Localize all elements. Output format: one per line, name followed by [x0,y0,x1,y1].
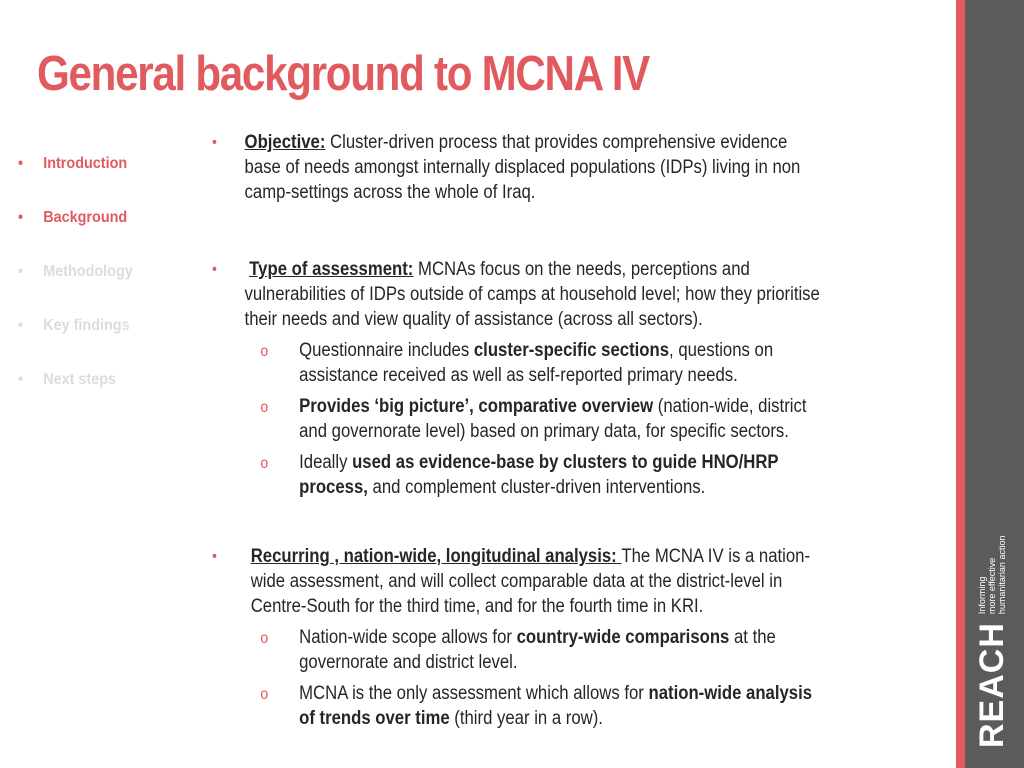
reach-logo [975,536,1009,748]
tagline-line: Informing [977,576,987,615]
nav-label: Methodology [43,263,133,280]
page-title: General background to MCNA IV [37,47,649,101]
sub-emphasis: used as evidence-base by clusters to guide HNO/HRP process, [299,452,779,498]
sub-text: (third year in a row). [449,708,603,729]
sub-bullet [260,394,828,444]
nav-label: Next steps [43,371,117,388]
sub-bullet-mark: o [260,686,269,703]
reach-tagline [977,536,1009,615]
sub-text: Questionnaire includes [299,340,474,361]
sub-text: MCNA is the only assessment which allows for [299,683,649,704]
nav-item-background[interactable] [18,209,133,263]
objective-label: Objective: [244,132,326,153]
sub-bullet [260,450,828,500]
bullet-mark: • [212,134,217,151]
nav-item-methodology[interactable] [18,263,133,317]
sub-bullet-mark: o [260,455,269,472]
sub-text: at the governorate and district level. [299,627,776,673]
sub-emphasis: cluster-specific sections [473,340,670,361]
nav-label: Background [43,209,128,226]
assessment-type-label: Type of assessment: [249,259,414,280]
bullet-text [245,257,828,332]
assessment-type-text: MCNAs focus on the needs, perceptions and vulnerabilities of IDPs outside of camps at household level; how they prioritise their needs and view quality of assistance (across all sectors). [244,259,820,330]
nav-bullet: • [18,155,24,172]
recurring-analysis-bullet [212,544,828,731]
sub-bullet [260,338,828,388]
sub-text: and complement cluster-driven interventions. [367,477,706,498]
objective-text: Cluster-driven process that provides comprehensive evidence base of needs amongst internally displaced populations (IDPs) living in non camp-settings across the whole of Iraq. [244,132,801,203]
sub-text: Nation-wide scope allows for [299,627,517,648]
nav-bullet: • [18,371,24,388]
tagline-line: humanitarian action [997,535,1007,615]
bullet-text [251,544,828,619]
recurring-analysis-text: The MCNA IV is a nation-wide assessment, and will collect comparable data at the district-level in Centre-South for the third time, and for the fourth time in KRI. [250,546,811,617]
bullet-text [245,130,828,205]
bullet-mark: • [212,548,217,565]
assessment-type-bullet [212,257,828,500]
nav-bullet: • [18,209,24,226]
nav-item-introduction[interactable] [18,155,133,209]
sub-emphasis: Provides ‘big picture’, comparative overview [299,396,654,417]
sub-emphasis: country-wide comparisons [516,627,730,648]
sub-bullet [260,681,828,731]
nav-item-key-findings[interactable] [18,317,133,371]
sub-emphasis: nation-wide analysis of trends over time [299,683,813,729]
reach-wordmark: REACH [973,622,1011,748]
sub-bullet [260,625,828,675]
nav-label: Key findings [43,317,130,334]
nav-item-next-steps[interactable] [18,371,133,425]
bullet-mark: • [212,261,217,278]
tagline-line: more effective [987,557,997,615]
sub-text: (nation-wide, district and governorate level) based on primary data, for specific sectors. [299,396,807,442]
nav-label: Introduction [43,155,128,172]
objective-bullet [212,130,828,205]
nav-bullet: • [18,263,24,280]
accent-stripe [956,0,965,768]
nav-bullet: • [18,317,24,334]
sub-bullet-mark: o [260,343,269,360]
recurring-analysis-label: Recurring , nation-wide, longitudinal analysis: [250,546,622,567]
section-nav [18,155,146,425]
sub-text: , questions on assistance received as well as self-reported primary needs. [299,340,774,386]
sub-bullet-mark: o [260,630,269,647]
sub-bullet-mark: o [260,399,269,416]
sub-text: Ideally [299,452,353,473]
